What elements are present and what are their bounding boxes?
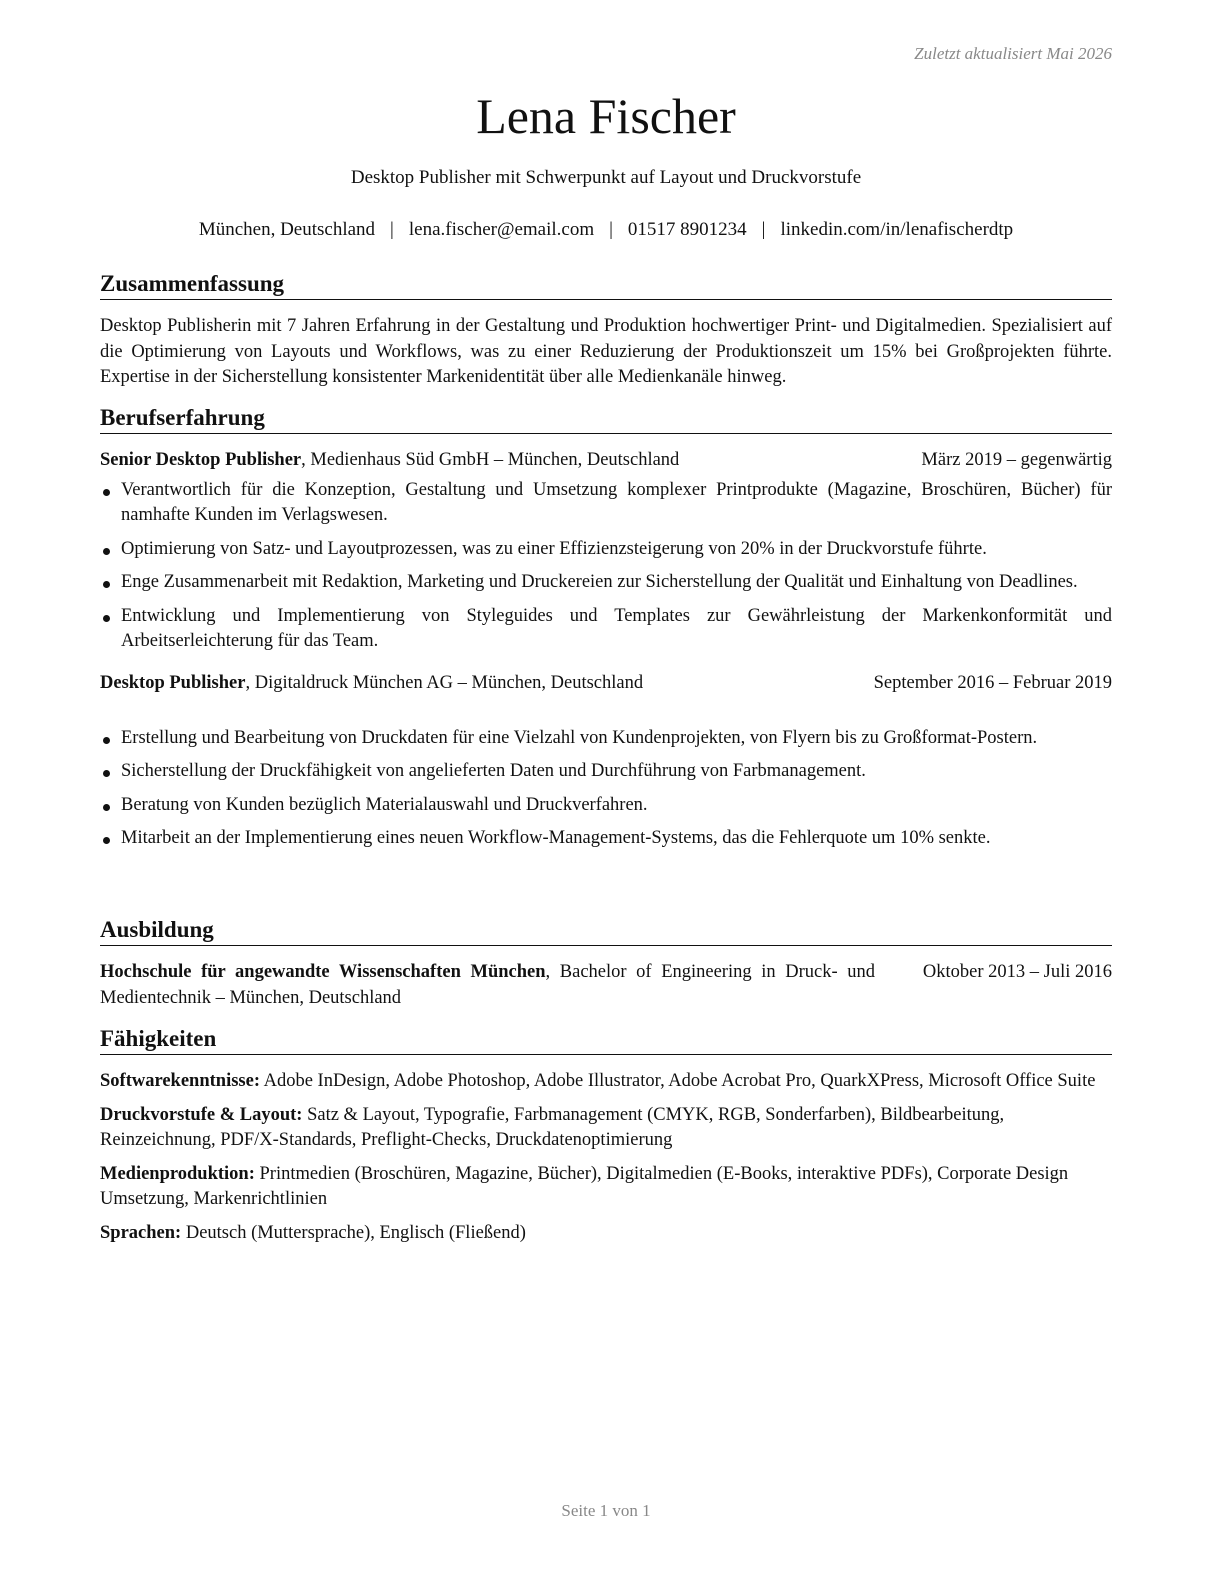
skill-text: Printmedien (Broschüren, Magazine, Bücher), Digitalmedien (E-Books, interaktive PDFs), Corporate Design Umsetzung, Markenrichtlinien [100, 1163, 1069, 1209]
skill-line [100, 1221, 1112, 1247]
contact-email[interactable]: lena.fischer@email.com [408, 219, 595, 240]
job-header [100, 671, 1112, 722]
bullet-dot-icon [103, 581, 110, 588]
bullet-text: Verantwortlich für die Konzeption, Gestaltung und Umsetzung komplexer Printprodukte (Magazine, Broschüren, Bücher) für namhafte Kunden im Verlagswesen. [121, 479, 1112, 525]
bullet-dot-icon [103, 489, 110, 496]
candidate-name: Lena Fischer [476, 88, 736, 144]
education-school: Hochschule für angewandte Wissenschaften München [100, 962, 546, 982]
skill-text: Adobe InDesign, Adobe Photoshop, Adobe Illustrator, Adobe Acrobat Pro, QuarkXPress, Microsoft Office Suite [260, 1071, 1096, 1091]
last-updated: Zuletzt aktualisiert Mai 2026 [914, 44, 1112, 63]
bullet-item [100, 537, 1112, 563]
bullet-dot-icon [103, 737, 110, 744]
bullet-text: Entwicklung und Implementierung von Styleguides und Templates zur Gewährleistung der Markenkonformität und Arbeitserleichterung für das Team. [121, 605, 1112, 651]
skills-section [100, 1025, 1112, 1246]
bullet-item [100, 826, 1112, 852]
skill-label: Druckvorstufe & Layout: [100, 1104, 303, 1125]
bullet-item [100, 793, 1112, 819]
contact-phone: 01517 8901234 [627, 219, 747, 240]
skill-line [100, 1103, 1112, 1154]
summary-section [100, 270, 1112, 391]
bullet-text: Optimierung von Satz- und Layoutprozessen, was zu einer Effizienzsteigerung von 20% in der Druckvorstufe führte. [121, 538, 987, 559]
job-role: Senior Desktop Publisher [100, 450, 302, 470]
job-header [100, 448, 1112, 474]
contact-linkedin[interactable]: linkedin.com/in/lenafischerdtp [780, 219, 1014, 240]
resume-page [100, 0, 1112, 1584]
bullet-text: Mitarbeit an der Implementierung eines neuen Workflow-Management-Systems, das die Fehlerquote um 10% senkte. [121, 828, 991, 848]
job-entry [100, 448, 1112, 655]
bullet-dot-icon [103, 837, 110, 844]
skill-line [100, 1162, 1112, 1213]
bullet-dot-icon [103, 770, 110, 777]
bullet-dot-icon [103, 548, 110, 555]
skill-label: Sprachen: [100, 1222, 182, 1243]
job-dates: September 2016 – Februar 2019 [873, 672, 1112, 693]
skill-text: Deutsch (Muttersprache), Englisch (Fließend) [181, 1222, 526, 1243]
education-dates: Oktober 2013 – Juli 2016 [922, 962, 1112, 982]
job-dates: März 2019 – gegenwärtig [921, 450, 1112, 470]
contact-location: München, Deutschland [198, 219, 376, 240]
contact-separator: | [609, 219, 613, 240]
skill-line [100, 1069, 1112, 1095]
job-bullets [100, 478, 1112, 655]
candidate-headline: Desktop Publisher mit Schwerpunkt auf Layout und Druckvorstufe [350, 167, 862, 188]
experience-section [100, 404, 1112, 860]
bullet-item [100, 604, 1112, 655]
skill-text: Satz & Layout, Typografie, Farbmanagement (CMYK, RGB, Sonderfarben), Bildbearbeitung, Reinzeichnung, PDF/X-Standards, Preflight-Checks, Druckdatenoptimierung [100, 1104, 1005, 1150]
contact-line [100, 219, 1112, 241]
job-bullets [100, 726, 1112, 852]
education-entry [100, 960, 1112, 1011]
skill-label: Softwarekenntnisse: [100, 1071, 260, 1091]
bullet-text: Erstellung und Bearbeitung von Druckdaten für eine Vielzahl von Kundenprojekten, von Flyern bis zu Großformat-Postern. [121, 727, 1038, 748]
bullet-dot-icon [103, 804, 110, 811]
bullet-item [100, 478, 1112, 529]
job-role: Desktop Publisher [100, 672, 246, 693]
section-title-skills: Fähigkeiten [100, 1025, 1112, 1055]
section-title-education: Ausbildung [100, 916, 1112, 946]
job-entry [100, 671, 1112, 852]
contact-separator: | [390, 219, 394, 240]
bullet-dot-icon [103, 615, 110, 622]
bullet-text: Sicherstellung der Druckfähigkeit von angelieferten Daten und Durchführung von Farbmanagement. [121, 761, 866, 781]
bullet-item [100, 759, 1112, 785]
education-section [100, 916, 1112, 1011]
bullet-text: Enge Zusammenarbeit mit Redaktion, Marketing und Druckereien zur Sicherstellung der Qualität und Einhaltung von Deadlines. [121, 572, 1078, 592]
section-title-experience: Berufserfahrung [100, 404, 1112, 434]
job-company: , Medienhaus Süd GmbH – München, Deutschland [301, 450, 680, 470]
job-company: , Digitaldruck München AG – München, Deutschland [245, 672, 644, 693]
bullet-item [100, 570, 1112, 596]
bullet-text: Beratung von Kunden bezüglich Materialauswahl und Druckverfahren. [121, 794, 648, 815]
page-number: Seite 1 von 1 [561, 1501, 651, 1520]
summary-text: Desktop Publisherin mit 7 Jahren Erfahrung in der Gestaltung und Produktion hochwertiger Print- und Digitalmedien. Spezialisiert auf die Optimierung von Layouts und Workflows, was zu einer Reduzierung der Produktionszeit um 15% bei Großprojekten führte. Expertise in der Sicherstellung konsistenter Markenidentität über alle Medienkanäle hinweg. [100, 316, 1112, 387]
education-degree: , Bachelor of Engineering in Druck- und Medientechnik – München, Deutschland [100, 962, 875, 1008]
bullet-item [100, 726, 1112, 752]
section-title-summary: Zusammenfassung [100, 270, 1112, 300]
contact-separator: | [761, 219, 766, 240]
skill-label: Medienproduktion: [100, 1163, 255, 1184]
